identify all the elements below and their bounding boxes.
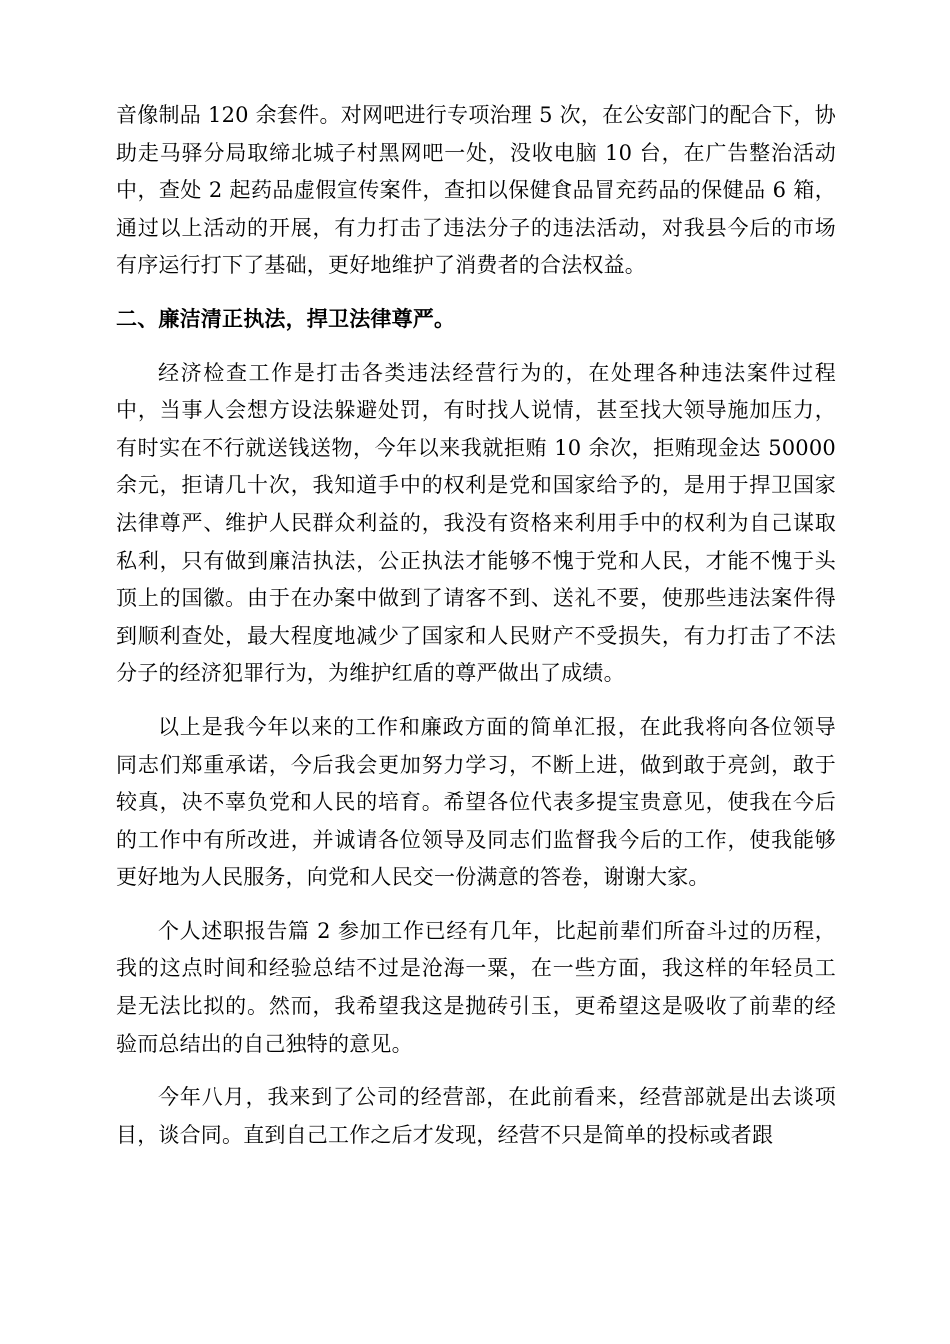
document-body (116, 97, 836, 1170)
section-heading-2: 二、廉洁清正执法，捍卫法律尊严。 (116, 306, 456, 331)
paragraph-3: 以上是我今年以来的工作和廉政方面的简单汇报，在此我将向各位领导同志们郑重承诺，今后我会更加努力学习，不断上进，做到敢于亮剑，敢于较真，决不辜负党和人民的培育。希望各位代表多提宝贵意见，使我在今后的工作中有所改进，并诚请各位领导及同志们监督我今后的工作，使我能够更好地为人民服务，向党和人民交一份满意的答卷，谢谢大家。 (116, 714, 836, 890)
paragraph-1: 音像制品 120 余套件。对网吧进行专项治理 5 次，在公安部门的配合下，协助走马驿分局取缔北城子村黑网吧一处，没收电脑 10 台，在广告整治活动中，查处 2 起药品虚假宣传案件，查扣以保健食品冒充药品的保健品 6 箱，通过以上活动的开展，有力打击了违法分子的违法活动，对我县今后的市场有序运行打下了基础，更好地维护了消费者的合法权益。 (116, 103, 836, 278)
paragraph-5: 今年八月，我来到了公司的经营部，在此前看来，经营部就是出去谈项目，谈合同。直到自己工作之后才发现，经营不只是简单的投标或者跟 (116, 1085, 836, 1147)
paragraph-2: 经济检查工作是打击各类违法经营行为的，在处理各种违法案件过程中，当事人会想方设法躲避处罚，有时找人说情，甚至找大领导施加压力，有时实在不行就送钱送物，今年以来我就拒贿 10 余次，拒贿现金达 50000 余元，拒请几十次，我知道手中的权利是党和国家给予的，是用于捍卫国家法律尊严、维护人民群众利益的，我没有资格来利用手中的权利为自己谋取私利，只有做到廉洁执法，公正执法才能够不愧于党和人民，才能不愧于头顶上的国徽。由于在办案中做到了请客不到、送礼不要，使那些违法案件得到顺利查处，最大程度地减少了国家和人民财产不受损失，有力打击了不法分子的经济犯罪行为，为维护红盾的尊严做出了成绩。 (116, 360, 836, 686)
paragraph-4: 个人述职报告篇 2 参加工作已经有几年，比起前辈们所奋斗过的历程，我的这点时间和经验总结不过是沧海一粟，在一些方面，我这样的年轻员工是无法比拟的。然而，我希望我这是抛砖引玉，更希望这是吸收了前辈的经验而总结出的自己独特的意见。 (116, 918, 836, 1056)
